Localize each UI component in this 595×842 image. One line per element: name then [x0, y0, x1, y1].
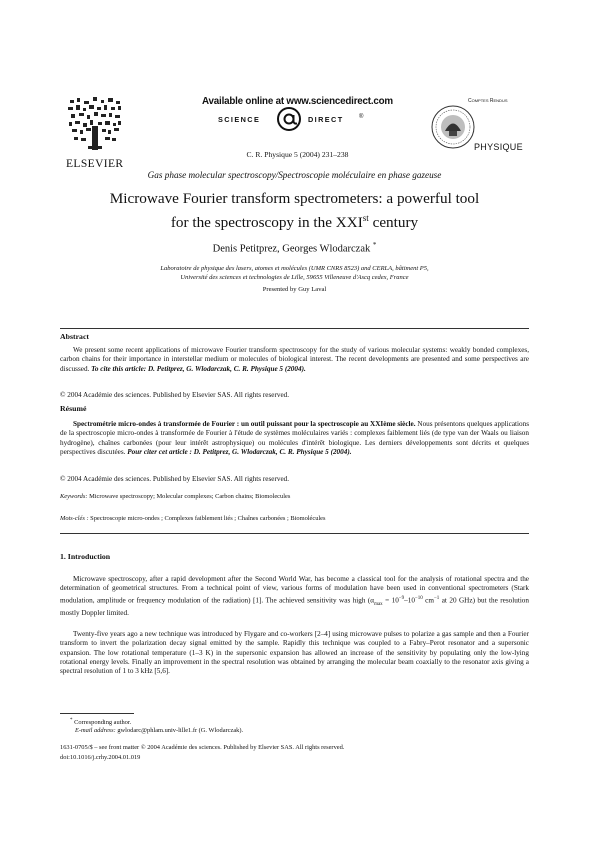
title-line-1: Microwave Fourier transform spectrometers: a powerful tool	[109, 190, 480, 207]
journal-bottom-label: PHYSIQUE	[474, 142, 523, 152]
journal-cover-logo	[430, 98, 530, 160]
section-line: Gas phase molecular spectroscopy/Spectroscopie moléculaire en phase gazeuse	[147, 170, 442, 180]
resume-body: Spectrométrie micro-ondes à transformée de Fourier : un outil puissant pour la spectroscopie au XXIème siècle. Nous présentons quelques applications de la spectroscopie micro-ondes à transformée de Fourier à l'étude de systèmes moléculaires variés : complexes faiblement liés (de type van der Waals ou liaison hydrogène), chaînes carbonées (pour leur intérêt astrophysique) ou molécules d'intérêt biologique. Les derniers développements sont décrits et quelques perspectives discutées. Pour citer cet article : D. Petitprez, G. Wlodarczak, C. R. Physique 5 (2004).	[60, 420, 530, 456]
rule-top	[60, 328, 529, 329]
academy-seal-icon	[430, 104, 476, 150]
sciencedirect-logo	[196, 106, 400, 132]
resume-heading: Résumé	[60, 404, 87, 413]
resume-copyright: © 2004 Académie des sciences. Published by Elsevier SAS. All rights reserved.	[60, 475, 290, 483]
footnote-corresponding: * Corresponding author.	[70, 718, 132, 727]
intro-paragraph-2: Twenty-five years ago a new technique was introduced by Flygare and co-workers [2–4] using microwave pulses to polarize a gas sample and then a Fourier transform to invert the polarization decay signal emitted by the sample. Rapidly this technique was coupled to a Fabry–Perot resonator and a supersonic expansion. The low rotational temperature (1–3 K) in the supersonic expansion has allowed an increase of the sensitivity by populating only the low-lying rotational energy levels. Finally an improvement in the spectral resolution was obtained by arranging the molecular beam coaxially to the resonator axis giving a spectral resolution of 1 to 3 kHz [5,6].	[60, 630, 529, 676]
resume-title: Spectrométrie micro-ondes à transformée de Fourier : un outil puissant pour la spectroscopie au XXIème siècle.	[73, 420, 416, 428]
abstract-cite: To cite this article: D. Petitprez, G. Wlodarczak, C. R. Physique 5 (2004).	[91, 364, 306, 373]
keywords: Keywords: Microwave spectroscopy; Molecular complexes; Carbon chains; Biomolecules	[60, 493, 291, 500]
journal-citation: C. R. Physique 5 (2004) 231–238	[246, 150, 349, 159]
publisher-name: ELSEVIER	[66, 158, 124, 170]
abstract-heading: Abstract	[60, 332, 90, 341]
presented-by: Presented by Guy Laval	[262, 286, 327, 293]
elsevier-logo	[66, 96, 124, 168]
front-matter-line: 1631-0705/$ – see front matter © 2004 Académie des sciences. Published by Elsevier SAS. All rights reserved.	[60, 744, 345, 751]
available-online-text: Available online at www.sciencedirect.com	[202, 96, 393, 107]
article-title	[60, 190, 529, 232]
elsevier-tree-icon	[66, 96, 124, 152]
abstract-body: We present some recent applications of microwave Fourier transform spectroscopy for the study of various molecular systems: weakly bonded complexes, carbon chains for their importance in interstellar medium or molecules of biological interest. The recent developments are presented and some perspectives are discussed. To cite this article: D. Petitprez, G. Wlodarczak, C. R. Physique 5 (2004).	[60, 346, 529, 373]
title-line-2: for the spectroscopy in the XXIst century	[170, 212, 419, 231]
intro-paragraph-1: Microwave spectroscopy, after a rapid development after the Second World War, has become a classical tool for the analysis of rotational spectra and the determination of geometrical structures. From a technical point of view, various forms of modulation have been used in conventional spectrometers (Stark modulation, amplitude or frequency modulation of the radiation) [1]. The achieved sensitivity was high ($\alpha_{max} = 10^{-9}-10^{-10}$ $cm^{-1}$ at 20 GHz) but the resolution mostly Doppler limited.	[60, 575, 529, 617]
resume-cite: Pour citer cet article : D. Petitprez, G. Wlodarczak, C. R. Physique 5 (2004).	[127, 447, 352, 456]
trademark-mark: ®	[359, 114, 364, 120]
affiliation: Laboratoire de physique des lasers, atomes et molécules (UMR CNRS 8523) and CERLA, bâtiment P5, Université des sciences et technologies de Lille, 59655 Villeneuve d'Ascq cedex, France	[160, 265, 429, 282]
mots-cles: Mots-clés : Spectroscopie micro-ondes ; Complexes faiblement liés ; Chaînes carbonées ; Biomolécules	[60, 515, 326, 522]
author-asterisk: *	[372, 241, 377, 249]
rule-bottom	[60, 533, 529, 534]
direct-word: DIRECT	[308, 115, 344, 124]
email-link[interactable]: gwlodarc@phlam.univ-lille1.fr (G. Wlodarczak).	[115, 727, 244, 734]
footnote-email: E-mail address: gwlodarc@phlam.univ-lille1.fr (G. Wlodarczak).	[75, 727, 244, 734]
doi-line[interactable]: doi:10.1016/j.crhy.2004.01.019	[60, 754, 141, 761]
abstract-copyright: © 2004 Académie des sciences. Published by Elsevier SAS. All rights reserved.	[60, 391, 290, 399]
intro-heading: 1. Introduction	[60, 552, 111, 561]
authors: Denis Petitprez, Georges Wlodarczak *	[212, 241, 377, 255]
journal-top-label: Comptes Rendus	[468, 98, 508, 104]
footnote-rule	[60, 713, 134, 714]
science-word: SCIENCE	[218, 115, 261, 124]
at-sign-icon	[276, 106, 302, 132]
